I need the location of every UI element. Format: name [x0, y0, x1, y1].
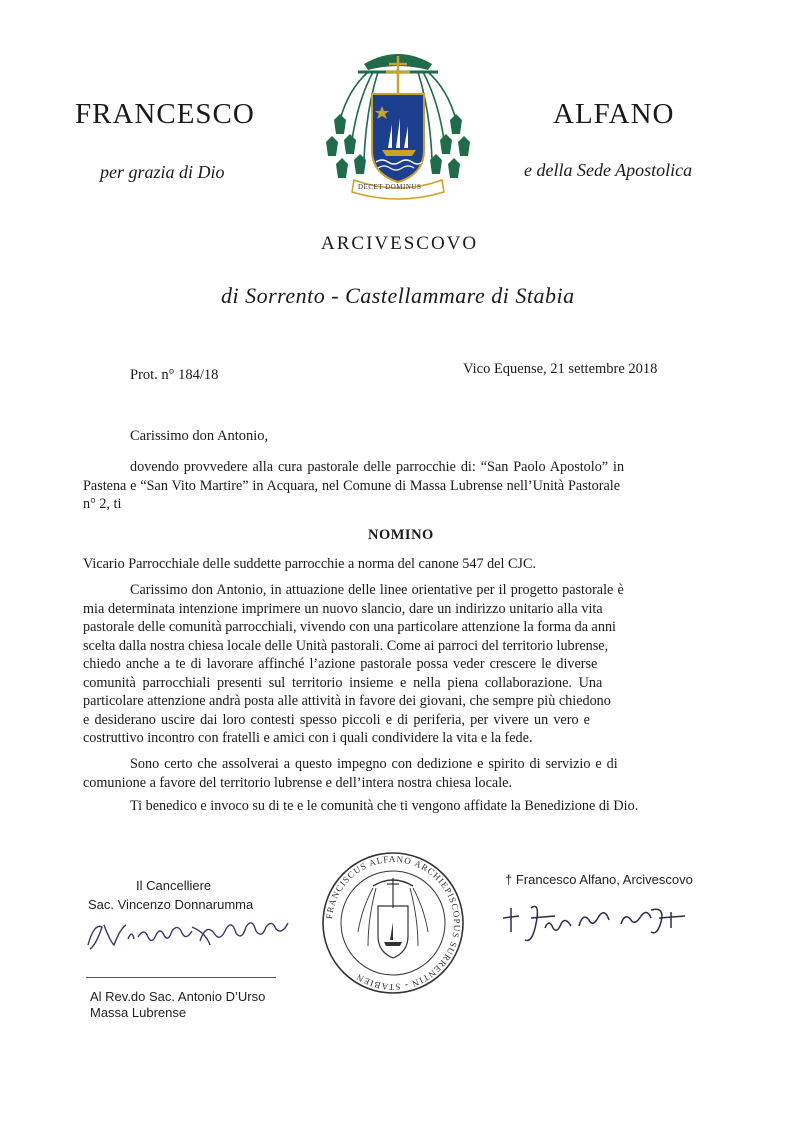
appointment-text: Vicario Parrocchiale delle suddette parrocchie a norma del canone 547 del CJC. [83, 556, 536, 572]
chancellor-signature [80, 905, 325, 955]
archbishop-signature-label: † Francesco Alfano, Arcivescovo [505, 872, 693, 887]
paragraph-line: particolare attenzione andrà posta alle attività in favore dei giovani, che sempre più chiedono [83, 693, 611, 709]
paragraph-line: comunione a favore del territorio lubrense e dell’intera nostra chiesa locale. [83, 774, 512, 791]
paragraph-line: scelta dalla nostra chiesa locale delle Unità pastorali. Come ai parroci del territorio lubrense, [83, 637, 609, 654]
body-paragraph-1 [83, 581, 723, 748]
place-date: Vico Equense, 21 settembre 2018 [463, 361, 658, 377]
archbishop-seal [318, 848, 468, 998]
archbishop-signature [495, 888, 695, 958]
salutation: Carissimo don Antonio, [130, 428, 269, 444]
chancellor-title: Il Cancelliere [136, 878, 212, 893]
right-subtitle: e della Sede Apostolica [524, 160, 693, 180]
archbishop-title: ARCIVESCOVO [321, 233, 479, 254]
episcopal-coat-of-arms-icon [318, 40, 478, 200]
intro-paragraph [83, 458, 723, 514]
left-subtitle: per grazia di Dio [100, 162, 225, 182]
paragraph-line: costruttivo incontro con fratelli e amici con i quali condividere la vita e la fede. [83, 730, 533, 746]
paragraph-line: chiedo anche a te di lavorare affinché l’azione pastorale possa veder crescere le diverse [83, 656, 598, 672]
paragraph-line: e desiderano uscire dai loro contesti spesso piccoli e di periferia, per vivere un vero e [83, 711, 590, 728]
body-paragraph-2 [83, 755, 723, 792]
nomino-heading: NOMINO [368, 527, 434, 543]
protocol-number: Prot. n° 184/18 [130, 367, 219, 383]
paragraph-line: pastorale delle comunità parrocchiali, vivendo con una particolare attenzione la forma da anni [83, 619, 616, 635]
diocese-name: di Sorrento - Castellammare di Stabia [221, 283, 575, 308]
svg-text:FRANCISCUS ALFANO ARCHIEPISCOP [324, 854, 462, 992]
seal-text: FRANCISCUS ALFANO ARCHIEPISCOPUS SURRENTIN - STABIEN [324, 853, 463, 993]
recipient-line-2: Massa Lubrense [90, 1005, 187, 1020]
recipient-line-1: Al Rev.do Sac. Antonio D’Urso [90, 989, 266, 1004]
intro-line: n° 2, ti [83, 496, 122, 512]
intro-line: Pastena e “San Vito Martire” in Acquara, nel Comune di Massa Lubrense nell’Unità Pastorale [83, 477, 621, 494]
chancellor-name: Sac. Vincenzo Donnarumma [88, 897, 254, 912]
signature-divider [86, 977, 276, 978]
intro-line: dovendo provvedere alla cura pastorale delle parrocchie di: “San Paolo Apostolo” in [130, 459, 625, 475]
last-name: ALFANO [553, 98, 675, 130]
blessing-paragraph: Ti benedico e invoco su di te e le comunità che ti vengono affidate la Benedizione di Dio. [130, 798, 639, 814]
first-name: FRANCESCO [75, 98, 255, 130]
paragraph-line: Carissimo don Antonio, in attuazione delle linee orientative per il progetto pastorale è [130, 582, 624, 598]
paragraph-line: Sono certo che assolverai a questo impegno con dedizione e spirito di servizio e di [130, 756, 618, 772]
paragraph-line: comunità parrocchiali presenti sul territorio insieme e nella piena collaborazione. Una [83, 674, 603, 691]
coat-of-arms-motto: DECET DOMINUS [358, 183, 422, 191]
paragraph-line: mia determinata intenzione imprimere un nuovo slancio, dare un indirizzo unitario alla vita [83, 600, 603, 617]
